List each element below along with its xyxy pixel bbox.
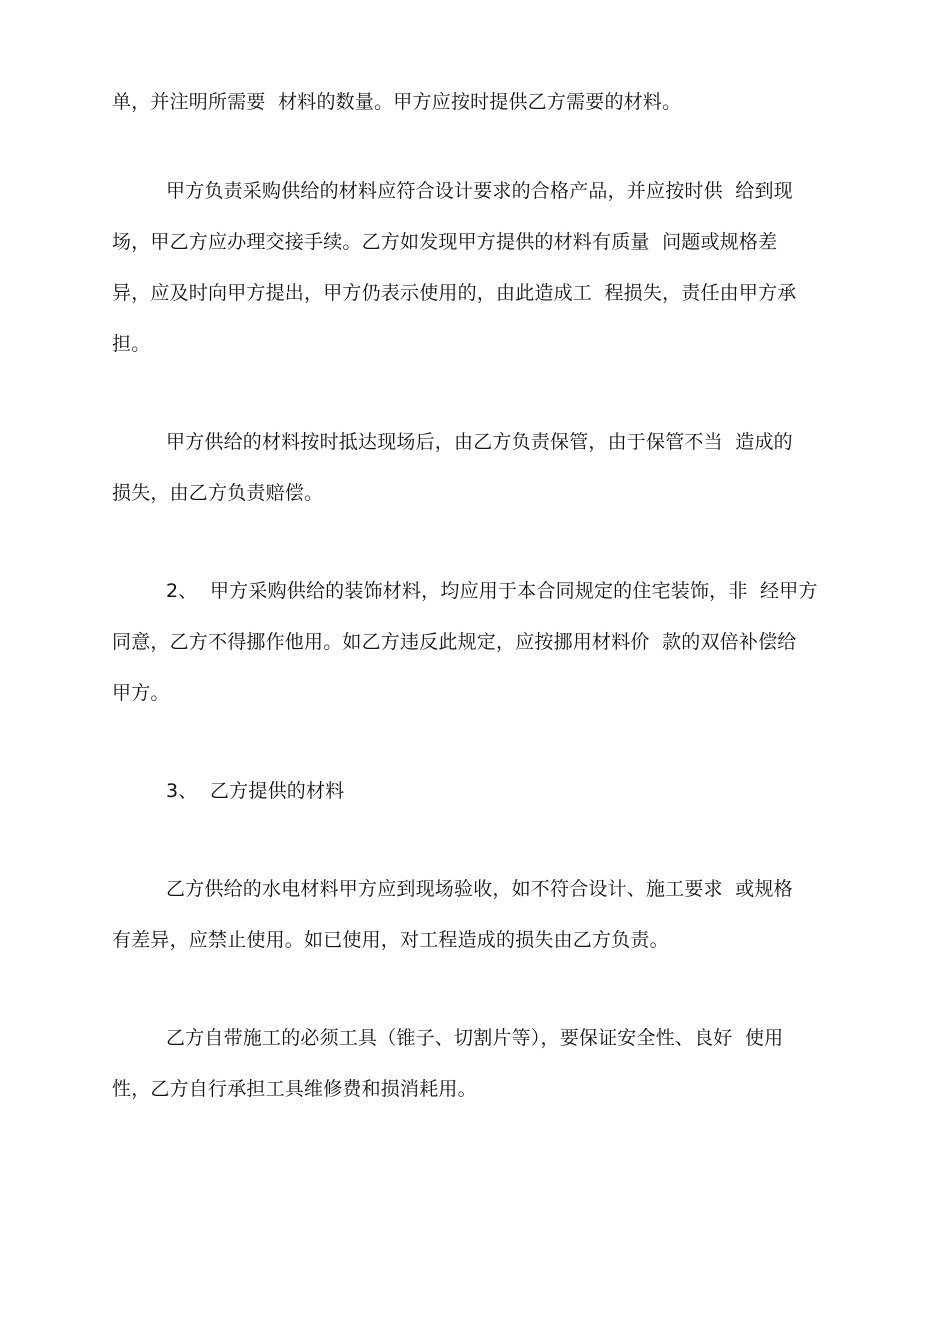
text-line: 甲方。 (112, 682, 170, 704)
text-line: 单，并注明所需要 材料的数量。甲方应按时提供乙方需要的材料。 (112, 91, 682, 113)
text-line: 同意，乙方不得挪作他用。如乙方违反此规定，应按挪用材料价 款的双倍补偿给 (112, 631, 797, 653)
paragraph-first-line: 乙方自带施工的必须工具（锥子、切割片等），要保证安全性、良好 使用 (166, 1027, 784, 1049)
text-line: 担。 (112, 333, 151, 355)
text-line: 有差异，应禁止使用。如已使用，对工程造成的损失由乙方负责。 (112, 929, 669, 951)
text-line: 性，乙方自行承担工具维修费和损消耗用。 (112, 1078, 477, 1100)
paragraph-first-line: 甲方供给的材料按时抵达现场后，由乙方负责保管，由于保管不当 造成的 (166, 431, 793, 453)
numbered-item-2: 2、 甲方采购供给的装饰材料，均应用于本合同规定的住宅装饰，非 经甲方 (166, 580, 818, 602)
text-line: 损失，由乙方负责赔偿。 (112, 482, 324, 504)
text-line: 场，甲乙方应办理交接手续。乙方如发现甲方提供的材料有质量 问题或规格差 (112, 231, 778, 253)
paragraph-first-line: 甲方负责采购供给的材料应符合设计要求的合格产品，并应按时供 给到现 (166, 180, 793, 202)
numbered-item-3-heading: 3、 乙方提供的材料 (166, 780, 345, 802)
paragraph-first-line: 乙方供给的水电材料甲方应到现场验收，如不符合设计、施工要求 或规格 (166, 878, 793, 900)
text-line: 异，应及时向甲方提出，甲方仍表示使用的，由此造成工 程损失，责任由甲方承 (112, 282, 797, 304)
